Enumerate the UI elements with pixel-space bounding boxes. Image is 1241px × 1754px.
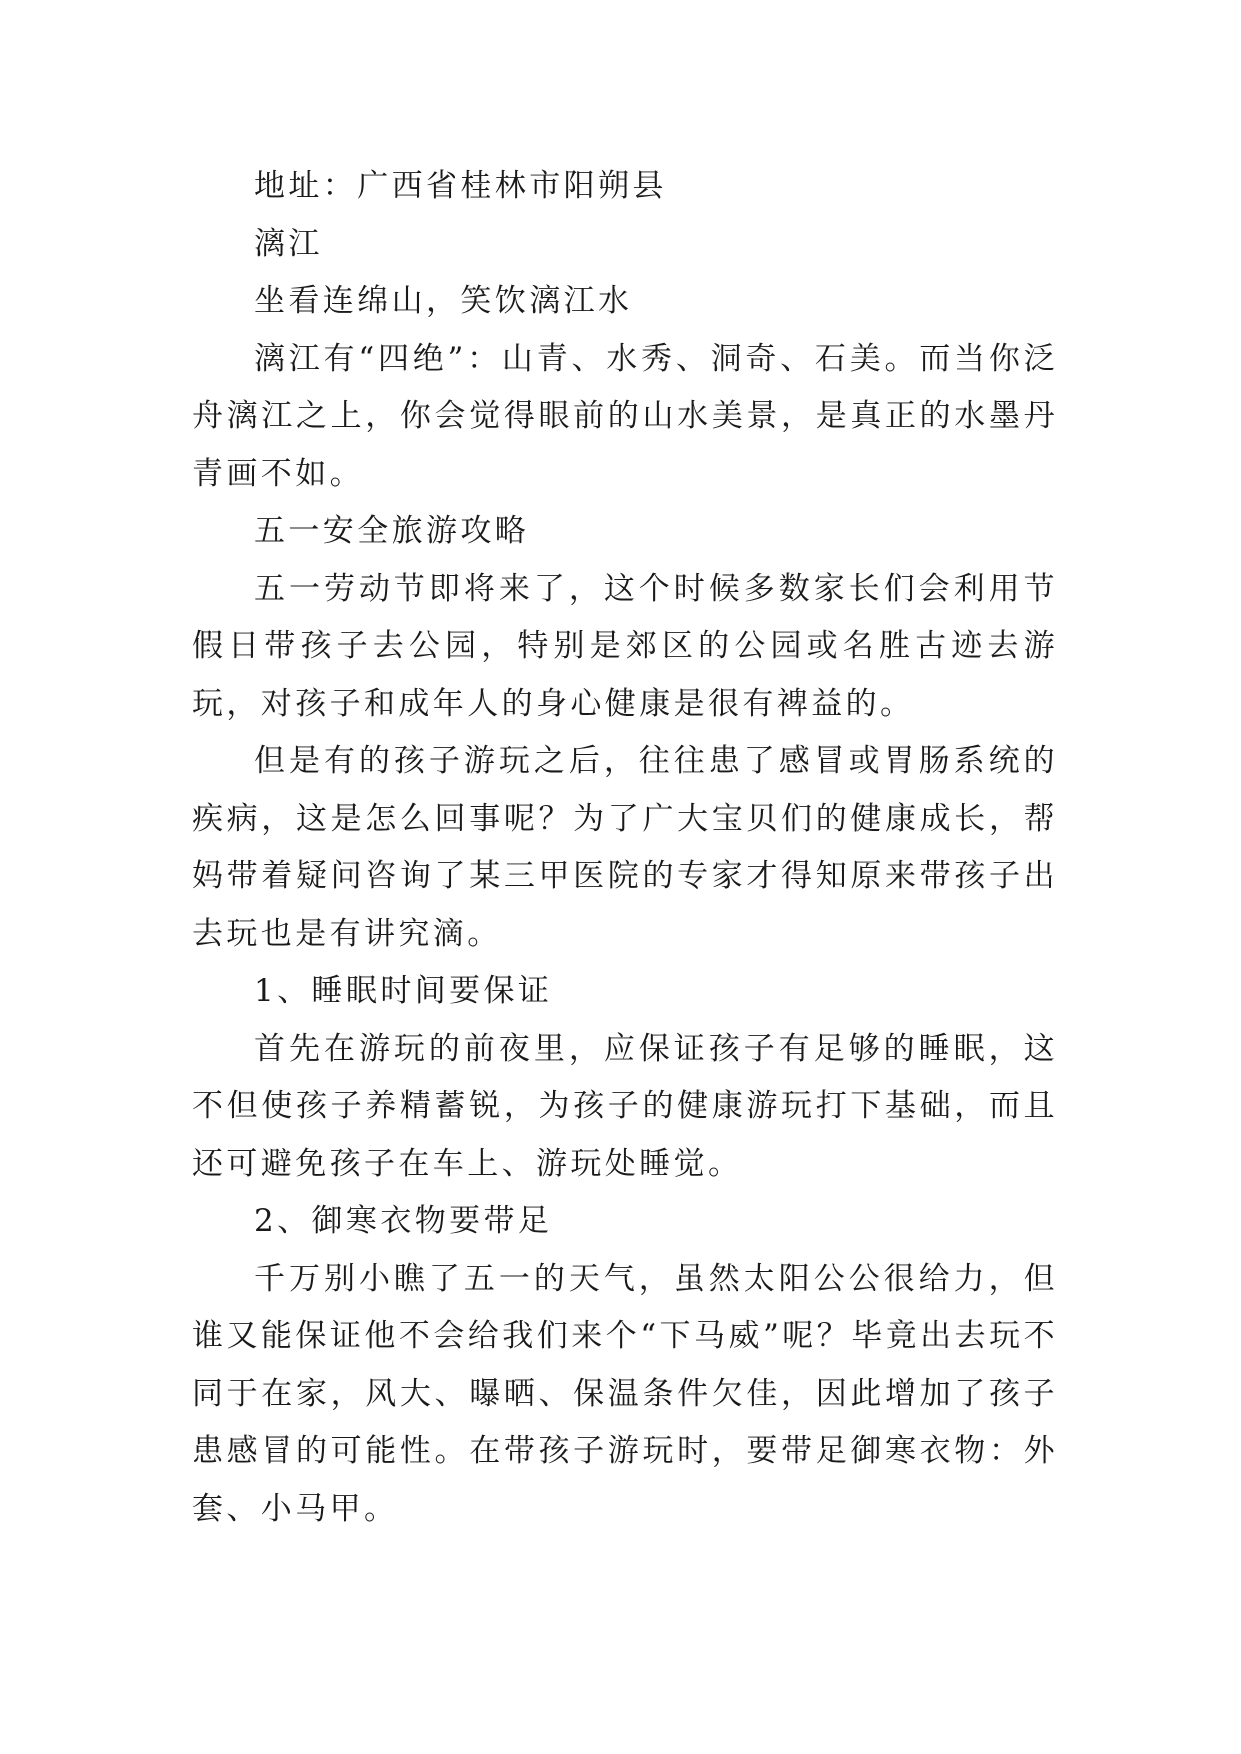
document-body [192,158,1058,1538]
body-paragraph: 但是有的孩子游玩之后，往往患了感冒或胃肠系统的疾病，这是怎么回事呢？为了广大宝贝们的健康成长，帮妈带着疑问咨询了某三甲医院的专家才得知原来带孩子出去玩也是有讲究滴。 [192,743,1058,952]
section-heading-safety-guide: 五一安全旅游攻略 [254,513,530,549]
numbered-heading-sleep: 1、睡眠时间要保证 [254,973,553,1009]
address-line: 地址：广西省桂林市阳朔县 [254,168,667,204]
body-paragraph: 五一劳动节即将来了，这个时候多数家长们会利用节假日带孩子去公园，特别是郊区的公园或名胜古迹去游玩，对孩子和成年人的身心健康是很有裨益的。 [192,570,1058,722]
body-paragraph: 漓江有“四绝”：山青、水秀、洞奇、石美。而当你泛舟漓江之上，你会觉得眼前的山水美景，是真正的水墨丹青画不如。 [192,340,1058,492]
numbered-heading-clothing: 2、御寒衣物要带足 [254,1203,553,1239]
body-paragraph: 首先在游玩的前夜里，应保证孩子有足够的睡眠，这不但使孩子养精蓄锐，为孩子的健康游玩打下基础，而且还可避免孩子在车上、游玩处睡觉。 [192,1030,1058,1182]
subtitle-line: 坐看连绵山，笑饮漓江水 [254,283,633,319]
body-paragraph: 千万别小瞧了五一的天气，虽然太阳公公很给力，但谁又能保证他不会给我们来个“下马威”呢？毕竟出去玩不同于在家，风大、曝晒、保温条件欠佳，因此增加了孩子患感冒的可能性。在带孩子游玩时，要带足御寒衣物：外套、小马甲。 [192,1260,1058,1527]
section-heading-lijiang: 漓江 [254,225,323,262]
